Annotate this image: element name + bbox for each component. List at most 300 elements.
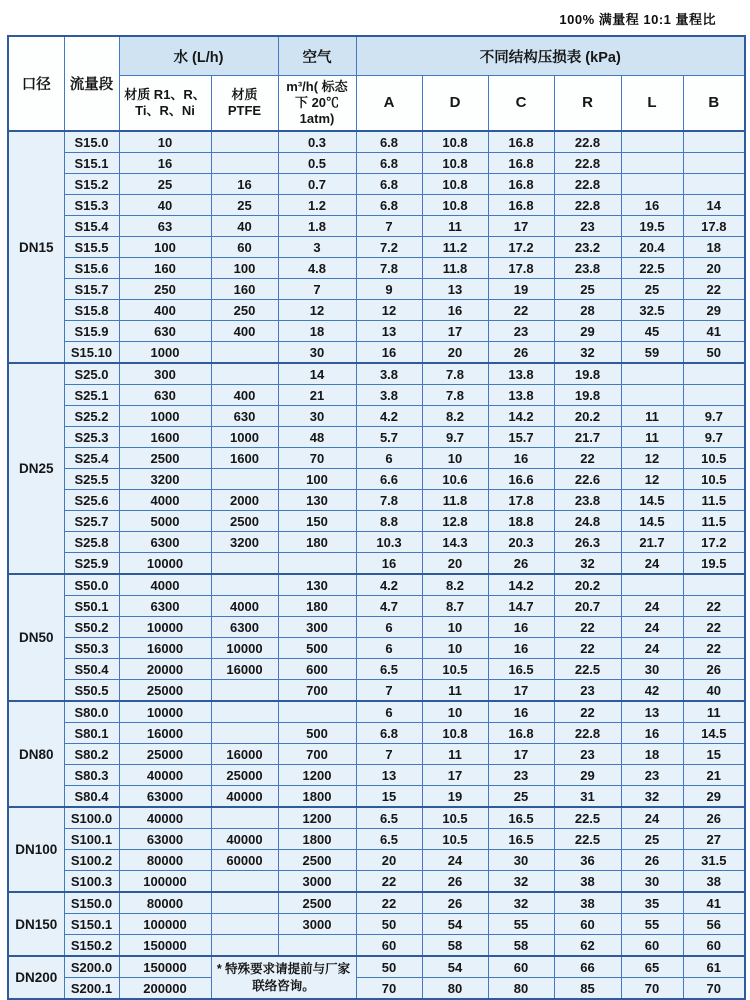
data-cell: 0.3 <box>278 131 356 153</box>
data-cell: 16 <box>621 723 683 744</box>
data-cell: 40000 <box>119 765 211 786</box>
data-cell: 20.4 <box>621 237 683 258</box>
header-water-material-2: 材质 PTFE <box>211 76 278 132</box>
data-cell: 21 <box>683 765 745 786</box>
data-cell: 700 <box>278 680 356 702</box>
table-row <box>8 553 745 575</box>
data-cell: 10.5 <box>683 469 745 490</box>
data-cell: 14.2 <box>488 574 554 596</box>
data-cell: 1200 <box>278 765 356 786</box>
data-cell: 13 <box>356 321 422 342</box>
header-row-groups <box>8 36 745 76</box>
data-cell: S50.3 <box>64 638 119 659</box>
caliber-cell: DN100 <box>8 807 64 892</box>
caliber-cell: DN150 <box>8 892 64 956</box>
data-cell: 6300 <box>119 596 211 617</box>
data-cell <box>211 914 278 935</box>
data-cell <box>621 363 683 385</box>
data-cell: 7 <box>356 680 422 702</box>
data-cell: S15.4 <box>64 216 119 237</box>
data-cell: 26 <box>683 659 745 680</box>
data-cell: 10 <box>422 701 488 723</box>
data-cell: S15.6 <box>64 258 119 279</box>
data-cell: 19.5 <box>621 216 683 237</box>
data-cell: S15.3 <box>64 195 119 216</box>
data-cell: 180 <box>278 532 356 553</box>
data-cell: 26 <box>683 807 745 829</box>
data-cell: S80.3 <box>64 765 119 786</box>
data-cell: 1000 <box>119 342 211 364</box>
header-structure-a: A <box>356 76 422 132</box>
data-cell: 62 <box>554 935 621 957</box>
data-cell: 630 <box>119 321 211 342</box>
data-cell <box>683 363 745 385</box>
data-cell: 70 <box>683 978 745 1000</box>
data-cell: S25.6 <box>64 490 119 511</box>
data-cell: 22.5 <box>554 807 621 829</box>
table-header <box>8 36 745 131</box>
data-cell: 9.7 <box>683 427 745 448</box>
data-cell: 10000 <box>119 553 211 575</box>
data-cell: 25 <box>554 279 621 300</box>
data-cell: 14.3 <box>422 532 488 553</box>
data-cell: 160 <box>211 279 278 300</box>
data-cell: 25 <box>621 279 683 300</box>
data-cell: 100 <box>119 237 211 258</box>
data-cell: 6300 <box>119 532 211 553</box>
data-cell: 250 <box>119 279 211 300</box>
data-cell: 60 <box>356 935 422 957</box>
data-cell: 13 <box>356 765 422 786</box>
data-cell: 16.8 <box>488 195 554 216</box>
data-cell <box>683 131 745 153</box>
data-cell: 16 <box>488 617 554 638</box>
table-body <box>8 131 745 999</box>
data-cell: 1.8 <box>278 216 356 237</box>
data-cell: S15.9 <box>64 321 119 342</box>
table-row <box>8 153 745 174</box>
data-cell: 11 <box>621 406 683 427</box>
caliber-cell: DN25 <box>8 363 64 574</box>
data-cell: 1200 <box>278 807 356 829</box>
data-cell: 20.7 <box>554 596 621 617</box>
data-cell: 23.2 <box>554 237 621 258</box>
data-cell: 11 <box>422 216 488 237</box>
data-cell: S15.2 <box>64 174 119 195</box>
table-row <box>8 363 745 385</box>
data-cell: 11.5 <box>683 511 745 532</box>
table-row <box>8 511 745 532</box>
data-cell: 25 <box>211 195 278 216</box>
data-cell <box>621 574 683 596</box>
data-cell: 630 <box>211 406 278 427</box>
data-cell: 40 <box>683 680 745 702</box>
data-cell <box>211 153 278 174</box>
data-cell: 18 <box>683 237 745 258</box>
data-cell: 17 <box>422 765 488 786</box>
data-cell: 500 <box>278 723 356 744</box>
data-cell: 10.5 <box>422 807 488 829</box>
data-cell: 400 <box>211 385 278 406</box>
data-cell: 8.2 <box>422 574 488 596</box>
table-row <box>8 807 745 829</box>
data-cell: 100000 <box>119 914 211 935</box>
data-cell: 18.8 <box>488 511 554 532</box>
data-cell: 30 <box>621 659 683 680</box>
data-cell: 500 <box>278 638 356 659</box>
table-row <box>8 174 745 195</box>
data-cell: 6.8 <box>356 131 422 153</box>
table-row <box>8 829 745 850</box>
data-cell: 23 <box>621 765 683 786</box>
data-cell: 11.2 <box>422 237 488 258</box>
table-row <box>8 892 745 914</box>
data-cell: 10.8 <box>422 723 488 744</box>
data-cell: 20.3 <box>488 532 554 553</box>
data-cell: 2500 <box>278 850 356 871</box>
data-cell: 3.8 <box>356 363 422 385</box>
data-cell: 24 <box>621 596 683 617</box>
data-cell: 29 <box>683 786 745 808</box>
data-cell: 14 <box>683 195 745 216</box>
header-water-material-1: 材质 R1、R、Ti、R、Ni <box>119 76 211 132</box>
table-row <box>8 469 745 490</box>
data-cell: 6.5 <box>356 829 422 850</box>
data-cell: 10.5 <box>422 659 488 680</box>
data-cell: 32 <box>554 553 621 575</box>
data-cell: 38 <box>554 892 621 914</box>
data-cell: 26 <box>422 892 488 914</box>
data-cell: 16.8 <box>488 723 554 744</box>
data-cell: 1800 <box>278 786 356 808</box>
data-cell <box>211 935 278 957</box>
data-cell: 1000 <box>211 427 278 448</box>
data-cell: 16 <box>211 174 278 195</box>
data-cell: 22.5 <box>621 258 683 279</box>
table-row <box>8 258 745 279</box>
data-cell: 12 <box>278 300 356 321</box>
data-cell: 22 <box>683 617 745 638</box>
data-cell: 11.8 <box>422 490 488 511</box>
data-cell: 250 <box>211 300 278 321</box>
data-cell: S100.0 <box>64 807 119 829</box>
data-cell: 1.2 <box>278 195 356 216</box>
data-cell: 20 <box>683 258 745 279</box>
caliber-cell: DN80 <box>8 701 64 807</box>
header-air-group: 空气 <box>278 36 356 76</box>
data-cell: 20 <box>422 553 488 575</box>
data-cell: 7 <box>278 279 356 300</box>
data-cell: 13.8 <box>488 363 554 385</box>
data-cell: 24 <box>621 617 683 638</box>
header-air-unit: m³/h( 标态下 20℃ 1atm) <box>278 76 356 132</box>
data-cell: 14.7 <box>488 596 554 617</box>
data-cell <box>621 174 683 195</box>
table-row <box>8 956 745 978</box>
caliber-cell: DN50 <box>8 574 64 701</box>
data-cell: 29 <box>683 300 745 321</box>
data-cell: 100000 <box>119 871 211 893</box>
data-cell: 22.8 <box>554 153 621 174</box>
data-cell: 10.8 <box>422 174 488 195</box>
header-pressure-group: 不同结构压损表 (kPa) <box>356 36 745 76</box>
table-row <box>8 871 745 893</box>
data-cell: 15.7 <box>488 427 554 448</box>
data-cell: 25 <box>119 174 211 195</box>
data-cell: 630 <box>119 385 211 406</box>
data-cell: 63 <box>119 216 211 237</box>
data-cell: 16.5 <box>488 659 554 680</box>
data-cell: 80 <box>422 978 488 1000</box>
data-cell: 30 <box>278 406 356 427</box>
data-cell: S200.1 <box>64 978 119 1000</box>
data-cell: 38 <box>683 871 745 893</box>
data-cell: 6 <box>356 617 422 638</box>
data-cell: 38 <box>554 871 621 893</box>
data-cell: 23 <box>554 680 621 702</box>
data-cell: 3200 <box>119 469 211 490</box>
data-cell: 2500 <box>211 511 278 532</box>
data-cell: 4.2 <box>356 406 422 427</box>
data-cell: 14.5 <box>621 511 683 532</box>
data-cell: 80000 <box>119 850 211 871</box>
data-cell: 6 <box>356 701 422 723</box>
data-cell: 16.5 <box>488 829 554 850</box>
data-cell <box>621 385 683 406</box>
data-cell: 16.6 <box>488 469 554 490</box>
data-cell: S80.2 <box>64 744 119 765</box>
data-cell: 300 <box>119 363 211 385</box>
data-cell: 17 <box>488 680 554 702</box>
data-cell: S50.1 <box>64 596 119 617</box>
data-cell: 21 <box>278 385 356 406</box>
table-row <box>8 723 745 744</box>
data-cell: 40 <box>211 216 278 237</box>
data-cell: 1600 <box>119 427 211 448</box>
data-cell: 18 <box>278 321 356 342</box>
data-cell: 180 <box>278 596 356 617</box>
data-cell: 9 <box>356 279 422 300</box>
data-cell: 19.5 <box>683 553 745 575</box>
data-cell: 63000 <box>119 829 211 850</box>
data-cell: 26 <box>488 342 554 364</box>
data-cell: 35 <box>621 892 683 914</box>
data-cell: 55 <box>621 914 683 935</box>
data-cell: 22.8 <box>554 723 621 744</box>
table-row <box>8 659 745 680</box>
data-cell: 18 <box>621 744 683 765</box>
data-cell: 700 <box>278 744 356 765</box>
data-cell: 70 <box>621 978 683 1000</box>
data-cell: S25.9 <box>64 553 119 575</box>
data-cell: 31.5 <box>683 850 745 871</box>
data-cell: 40000 <box>211 829 278 850</box>
data-cell: 50 <box>683 342 745 364</box>
data-cell: 22.8 <box>554 174 621 195</box>
data-cell <box>211 680 278 702</box>
data-cell: 22.8 <box>554 131 621 153</box>
data-cell: 19 <box>422 786 488 808</box>
data-cell: 60 <box>554 914 621 935</box>
data-cell: S50.5 <box>64 680 119 702</box>
data-cell: 20.2 <box>554 574 621 596</box>
data-cell: 58 <box>488 935 554 957</box>
data-cell: 22 <box>683 596 745 617</box>
data-cell: 40000 <box>119 807 211 829</box>
data-cell: 200000 <box>119 978 211 1000</box>
data-cell: 25000 <box>119 680 211 702</box>
data-cell: 11.8 <box>422 258 488 279</box>
data-cell: 65 <box>621 956 683 978</box>
data-cell: 8.7 <box>422 596 488 617</box>
data-cell: 20 <box>356 850 422 871</box>
data-cell: 300 <box>278 617 356 638</box>
table-row <box>8 321 745 342</box>
data-cell: 16.8 <box>488 153 554 174</box>
data-cell: 6.8 <box>356 195 422 216</box>
data-cell: 0.7 <box>278 174 356 195</box>
data-cell: 45 <box>621 321 683 342</box>
data-cell: S15.1 <box>64 153 119 174</box>
data-cell: S25.3 <box>64 427 119 448</box>
table-row <box>8 978 745 1000</box>
data-cell: 12.8 <box>422 511 488 532</box>
data-cell <box>211 807 278 829</box>
data-cell: 25 <box>621 829 683 850</box>
data-cell <box>211 574 278 596</box>
header-structure-d: D <box>422 76 488 132</box>
data-cell: 20 <box>422 342 488 364</box>
data-cell: 9.7 <box>683 406 745 427</box>
data-cell: S15.8 <box>64 300 119 321</box>
data-cell: 80 <box>488 978 554 1000</box>
data-cell <box>211 553 278 575</box>
range-annotation: 100% 满量程 10:1 量程比 <box>559 12 716 27</box>
data-cell: S25.2 <box>64 406 119 427</box>
data-cell: 23.8 <box>554 490 621 511</box>
data-cell: 22.6 <box>554 469 621 490</box>
data-cell: 22.5 <box>554 659 621 680</box>
data-cell: 60 <box>621 935 683 957</box>
data-cell: 100 <box>211 258 278 279</box>
data-cell: 25000 <box>211 765 278 786</box>
data-cell: 32 <box>488 892 554 914</box>
data-cell <box>278 701 356 723</box>
data-cell: 3 <box>278 237 356 258</box>
data-cell: 10.3 <box>356 532 422 553</box>
data-cell: 58 <box>422 935 488 957</box>
data-cell: 60 <box>488 956 554 978</box>
note-cell: * 特殊要求请提前与厂家联络咨询。 <box>211 956 356 999</box>
data-cell: 29 <box>554 765 621 786</box>
caliber-cell: DN200 <box>8 956 64 999</box>
data-cell: 400 <box>119 300 211 321</box>
data-cell: 2500 <box>119 448 211 469</box>
caliber-cell: DN15 <box>8 131 64 363</box>
data-cell: 26 <box>488 553 554 575</box>
data-cell: 32 <box>554 342 621 364</box>
data-cell: 10.8 <box>422 131 488 153</box>
data-cell: 24.8 <box>554 511 621 532</box>
data-cell: 4.8 <box>278 258 356 279</box>
data-cell: 150000 <box>119 935 211 957</box>
table-row <box>8 300 745 321</box>
data-cell: 130 <box>278 574 356 596</box>
table-row <box>8 744 745 765</box>
data-cell: 10000 <box>119 701 211 723</box>
data-cell: 2500 <box>278 892 356 914</box>
data-cell: 30 <box>621 871 683 893</box>
data-cell: 30 <box>488 850 554 871</box>
data-cell: S25.4 <box>64 448 119 469</box>
data-cell: 24 <box>621 638 683 659</box>
data-cell: 40000 <box>211 786 278 808</box>
data-cell: 30 <box>278 342 356 364</box>
data-cell: 26 <box>422 871 488 893</box>
data-cell: S150.2 <box>64 935 119 957</box>
data-cell: 17.8 <box>683 216 745 237</box>
table-row <box>8 786 745 808</box>
data-cell: 4000 <box>119 490 211 511</box>
data-cell: 4.2 <box>356 574 422 596</box>
data-cell: S25.0 <box>64 363 119 385</box>
data-cell: S100.2 <box>64 850 119 871</box>
data-cell: 10 <box>422 617 488 638</box>
data-cell: 23 <box>488 321 554 342</box>
data-cell: 50 <box>356 914 422 935</box>
data-cell: 6 <box>356 638 422 659</box>
data-cell: 41 <box>683 892 745 914</box>
data-cell: 14.5 <box>683 723 745 744</box>
data-cell: 17 <box>488 216 554 237</box>
table-row <box>8 532 745 553</box>
data-cell: 9.7 <box>422 427 488 448</box>
data-cell: 6.5 <box>356 659 422 680</box>
data-cell: S150.1 <box>64 914 119 935</box>
table-row <box>8 216 745 237</box>
data-cell: 22 <box>554 617 621 638</box>
data-cell: 23 <box>554 216 621 237</box>
data-cell: S80.1 <box>64 723 119 744</box>
table-row <box>8 131 745 153</box>
data-cell: 22 <box>554 448 621 469</box>
data-cell: 22.5 <box>554 829 621 850</box>
data-cell <box>211 701 278 723</box>
data-cell: 22 <box>488 300 554 321</box>
data-cell: S50.4 <box>64 659 119 680</box>
data-cell: 11 <box>683 701 745 723</box>
data-cell: 10.5 <box>422 829 488 850</box>
data-cell: 4000 <box>119 574 211 596</box>
data-cell: 2000 <box>211 490 278 511</box>
data-cell: 61 <box>683 956 745 978</box>
data-cell: 6 <box>356 448 422 469</box>
data-cell: 7.8 <box>356 258 422 279</box>
data-cell: 160 <box>119 258 211 279</box>
data-cell: 66 <box>554 956 621 978</box>
data-cell: 13 <box>422 279 488 300</box>
data-cell: 29 <box>554 321 621 342</box>
data-cell: 17.2 <box>683 532 745 553</box>
data-cell: S150.0 <box>64 892 119 914</box>
table-row <box>8 638 745 659</box>
data-cell: 70 <box>278 448 356 469</box>
data-cell: 5.7 <box>356 427 422 448</box>
data-cell: 400 <box>211 321 278 342</box>
data-cell: 10.5 <box>683 448 745 469</box>
data-cell: 6.6 <box>356 469 422 490</box>
data-cell <box>211 469 278 490</box>
